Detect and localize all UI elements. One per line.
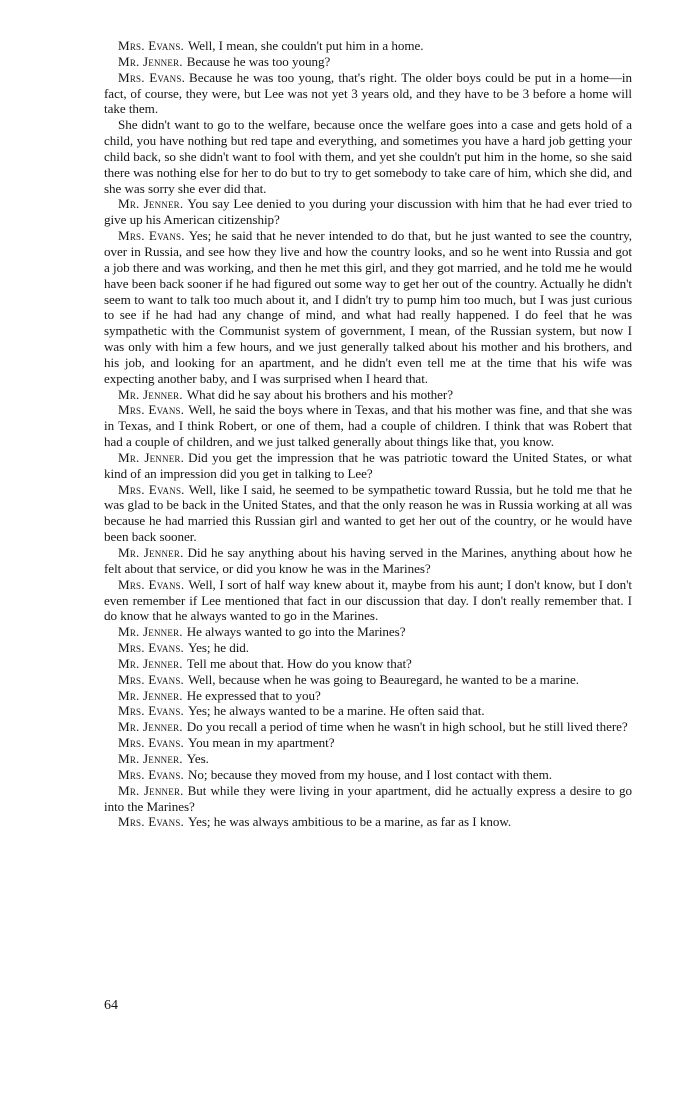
paragraph-text: Tell me about that. How do you know that? (186, 655, 412, 671)
speaker-name: Mrs. Evans. (118, 576, 185, 592)
paragraph-text: Yes; he was always ambitious to be a marine, as far as I know. (188, 814, 512, 830)
speaker-name: Mrs. Evans. (118, 671, 185, 687)
speaker-name: Mr. Jenner. (118, 545, 184, 560)
paragraph-text: What did he say about his brothers and his mother? (186, 386, 453, 402)
paragraph-text: No; because they moved from my house, and I lost contact with them. (188, 766, 552, 782)
testimony-paragraph (104, 735, 632, 751)
speaker-name: Mr. Jenner. (118, 624, 183, 640)
paragraph-text: Do you recall a period of time when he wasn't in high school, but he still lived there? (186, 719, 628, 735)
testimony-paragraph (104, 38, 632, 54)
testimony-paragraph (104, 751, 632, 767)
speaker-name: Mr. Jenner. (118, 386, 183, 402)
testimony-paragraph (104, 387, 632, 403)
speaker-name: Mr. Jenner. (118, 196, 184, 212)
testimony-paragraph (104, 688, 632, 704)
paragraph-text: Well, because when he was going to Beauregard, he wanted to be a marine. (188, 671, 579, 687)
testimony-paragraph (104, 450, 632, 482)
testimony-paragraph (104, 703, 632, 719)
testimony-paragraph (104, 70, 632, 118)
paragraph-text: Well, like I said, he seemed to be sympathetic toward Russia, but he told me that he was glad to be back in the United States, and that the only reason he was in Russia working at all was because he had married this Russian girl and wanted to get her out of the country, or he would have been back sooner. (104, 481, 632, 545)
speaker-name: Mrs. Evans. (118, 481, 185, 497)
speaker-name: Mrs. Evans. (118, 640, 185, 656)
testimony-paragraph (104, 482, 632, 545)
speaker-name: Mr. Jenner. (118, 782, 184, 798)
speaker-name: Mrs. Evans. (118, 228, 185, 244)
paragraph-text: Well, I mean, she couldn't put him in a home. (188, 38, 424, 53)
speaker-name: Mr. Jenner. (118, 750, 183, 766)
speaker-name: Mr. Jenner. (118, 53, 183, 69)
testimony-paragraph (104, 196, 632, 228)
testimony-transcript (104, 38, 632, 830)
page-number: 64 (104, 998, 118, 1013)
testimony-paragraph (104, 814, 632, 830)
speaker-name: Mrs. Evans. (118, 735, 185, 751)
paragraph-text: Because he was too young, that's right. The older boys could be put in a home—in fact, of course, they were, but Lee was not yet 3 years old, and they have to be 3 before a home will take them. (104, 69, 632, 117)
paragraph-text: You say Lee denied to you during your discussion with him that he had ever tried to give up his American citizenship? (104, 196, 632, 228)
paragraph-text: He always wanted to go into the Marines? (186, 624, 406, 640)
paragraph-text: Yes; he did. (188, 640, 250, 656)
testimony-paragraph (104, 402, 632, 450)
testimony-paragraph (104, 783, 632, 815)
paragraph-text: He expressed that to you? (186, 687, 321, 703)
speaker-name: Mr. Jenner. (118, 449, 185, 465)
paragraph-text: She didn't want to go to the welfare, because once the welfare goes into a case and gets hold of a child, you have nothing but red tape and everything, and sometimes you have a hard job getting your child back, so she didn't want to fool with them, and yet she couldn't put him in the home, so she said there was nothing else for her to do but to try to get somebody to take care of him, which she did, and she was sorry she ever did that. (104, 117, 632, 196)
paragraph-text: But while they were living in your apartment, did he actually express a desire to go into the Marines? (104, 782, 632, 814)
testimony-paragraph (104, 640, 632, 656)
speaker-name: Mr. Jenner. (118, 719, 183, 735)
speaker-name: Mr. Jenner. (118, 687, 183, 703)
testimony-paragraph (104, 656, 632, 672)
testimony-paragraph (104, 719, 632, 735)
paragraph-text: Well, I sort of half way knew about it, maybe from his aunt; I don't know, but I don't even remember if Lee mentioned that fact in our discussion that day. I don't really remember that. I do know that he always wanted to go in the Marines. (104, 576, 632, 624)
testimony-paragraph (104, 577, 632, 625)
testimony-paragraph (104, 624, 632, 640)
testimony-paragraph (104, 117, 632, 196)
paragraph-text: Yes. (186, 750, 209, 766)
speaker-name: Mr. Jenner. (118, 655, 183, 671)
testimony-paragraph (104, 54, 632, 70)
speaker-name: Mrs. Evans. (118, 402, 185, 418)
testimony-paragraph (104, 767, 632, 783)
speaker-name: Mrs. Evans. (118, 766, 185, 782)
speaker-name: Mrs. Evans. (118, 69, 186, 85)
paragraph-text: You mean in my apartment? (188, 735, 335, 751)
speaker-name: Mrs. Evans. (118, 814, 185, 830)
testimony-paragraph (104, 228, 632, 386)
testimony-paragraph (104, 672, 632, 688)
paragraph-text: Yes; he always wanted to be a marine. He often said that. (188, 703, 485, 719)
testimony-paragraph (104, 545, 632, 577)
speaker-name: Mrs. Evans. (118, 703, 185, 719)
paragraph-text: Well, he said the boys where in Texas, and that his mother was fine, and that she was in Texas, and I think Robert, or one of them, had a couple of children. I think that was Robert that had a couple of children, and we just talked generally about things like that, you know. (104, 402, 632, 450)
paragraph-text: Yes; he said that he never intended to do that, but he just wanted to see the country, over in Russia, and see how they live and how the country looks, and so he went into Russia and got a job there and was working, and then he met this girl, and they got married, and he told me he would have been back sooner if he had figured out some way to get her out of the country. Actually he didn't seem to want to talk too much about it, and I didn't try to pump him too much, but I was just curious to see if he had had any change of mind, and what had really happened. I do feel that he was sympathetic with the Communist system of government, I mean, of the Russian system, but now I was only with him a few hours, and we just generally talked about his mother and his brothers, and his job, and looking for an apartment, and he didn't even tell me at the time that his wife was expecting another baby, and I was surprised when I heard that. (104, 228, 632, 386)
paragraph-text: Did he say anything about his having served in the Marines, anything about how he felt about that service, or did you know he was in the Marines? (104, 545, 632, 576)
paragraph-text: Because he was too young? (186, 53, 331, 69)
speaker-name: Mrs. Evans. (118, 38, 185, 53)
paragraph-text: Did you get the impression that he was patriotic toward the United States, or what kind of an impression did you get in talking to Lee? (104, 449, 632, 481)
